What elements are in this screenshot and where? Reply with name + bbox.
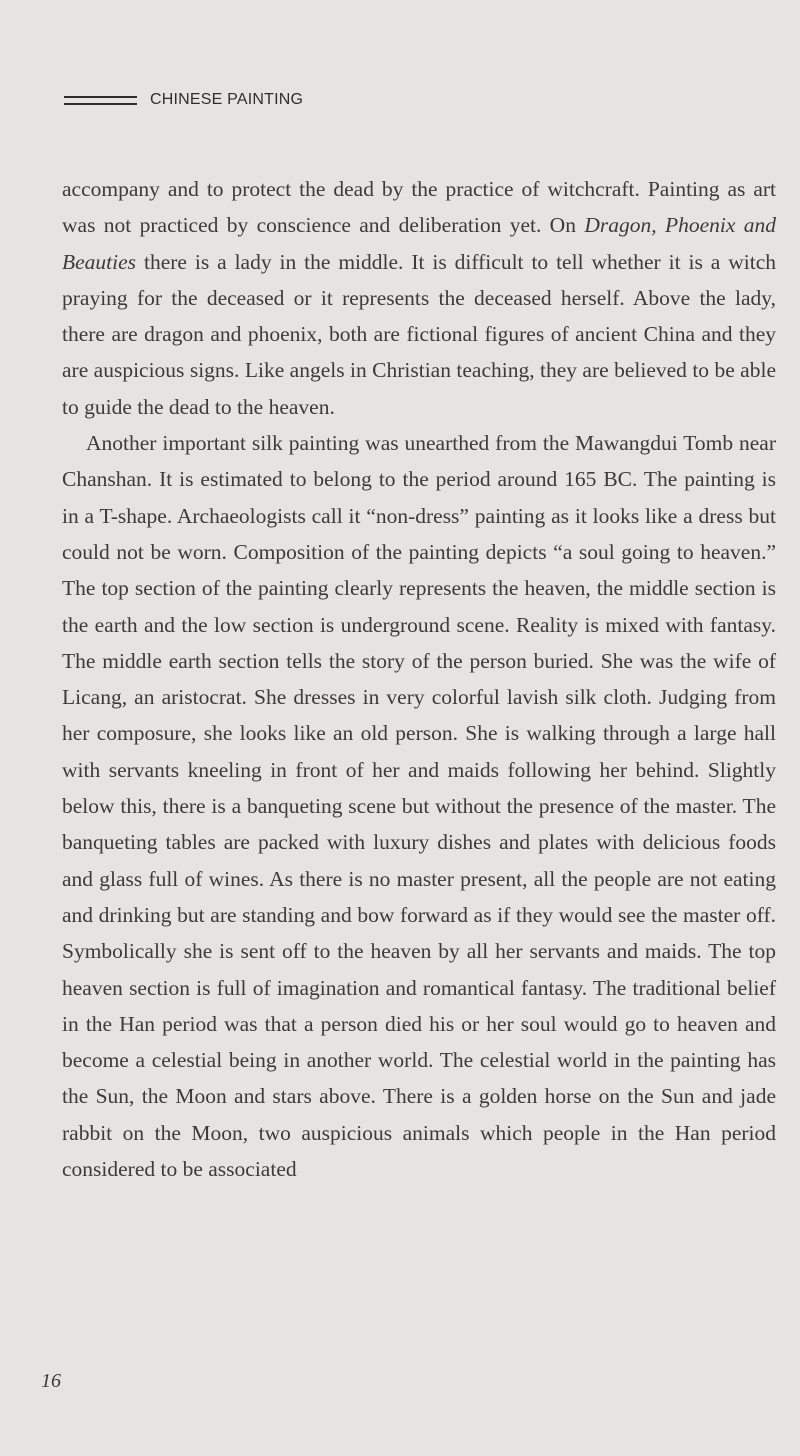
- body-text: [62, 171, 776, 1187]
- paragraph-mawangdui: Another important silk painting was unearthed from the Mawangdui Tomb near Chanshan. It is estimated to belong to the period around 165 BC. The painting is in a T-shape. Archaeologists call it “non-dress” painting as it looks like a dress but could not be worn. Composition of the painting depicts “a soul going to heaven.” The top section of the painting clearly represents the heaven, the middle section is the earth and the low section is underground scene. Reality is mixed with fantasy. The middle earth section tells the story of the person buried. She was the wife of Licang, an aristocrat. She dresses in very colorful lavish silk cloth. Judging from her composure, she looks like an old person. She is walking through a large hall with servants kneeling in front of her and maids following her behind. Slightly below this, there is a banqueting scene but without the presence of the master. The banqueting tables are packed with luxury dishes and plates with delicious foods and glass full of wines. As there is no master present, all the people are not eating and drinking but are standing and bow forward as if they would see the master off. Symbolically she is sent off to the heaven by all her servants and maids. The top heaven section is full of imagination and romantical fantasy. The traditional belief in the Han period was that a person died his or her soul would go to heaven and become a celestial being in another world. The celestial world in the painting has the Sun, the Moon and stars above. There is a golden horse on the Sun and jade rabbit on the Moon, two auspicious animals which people in the Han period considered to be associated: [62, 431, 776, 1182]
- running-header: [64, 89, 303, 111]
- paragraph-1-start: accompany and to protect the dead by the practice of witchcraft. Painting as art was not practiced by conscience and deliberation yet. On: [62, 177, 776, 238]
- paragraph-continued: [62, 171, 776, 425]
- page-number: 16: [41, 1370, 61, 1392]
- paragraph-1-end: there is a lady in the middle. It is difficult to tell whether it is a witch praying for the deceased or it represents the deceased herself. Above the lady, there are dragon and phoenix, both are fictional figures of ancient China and they are auspicious signs. Like angels in Christian teaching, they are believed to be able to guide the dead to the heaven.: [62, 249, 776, 419]
- header-title: CHINESE PAINTING: [150, 91, 304, 108]
- artwork-title: Dragon, Phoenix and Beauties: [62, 213, 776, 274]
- header-rule-decoration: [64, 96, 137, 105]
